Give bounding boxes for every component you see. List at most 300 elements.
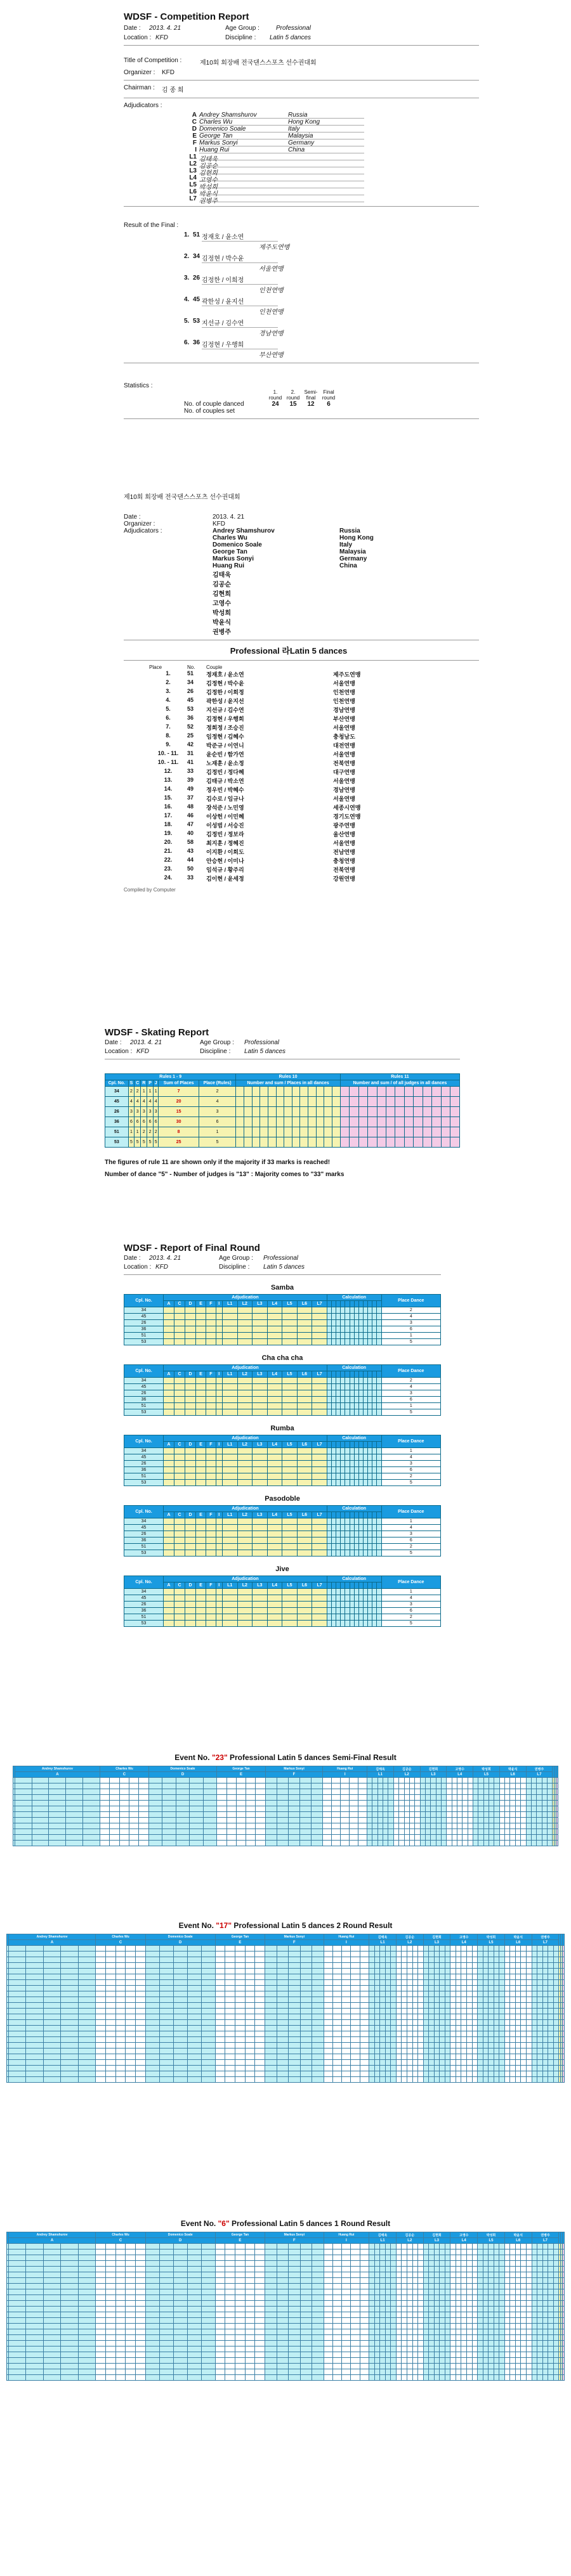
adjudicator-country: Germany [288, 139, 364, 146]
round-mark-cell [100, 1812, 110, 1818]
round-mark-cell [440, 2255, 445, 2261]
round-mark-cell [489, 2060, 494, 2066]
judge-mark [185, 1589, 196, 1595]
round-mark-cell [300, 2026, 312, 2031]
round-mark-cell [277, 1841, 288, 1846]
calc-col [377, 1301, 381, 1307]
dance-table [124, 1505, 441, 1557]
round-mark-cell [26, 1969, 43, 1974]
round-mark-cell [105, 2066, 115, 2071]
judge-mark [297, 1621, 312, 1627]
r2-organizer-value: KFD [213, 521, 225, 527]
placement-place: 10. - 11. [157, 750, 179, 756]
round-mark-cell [289, 2031, 300, 2037]
calc-cell [341, 1525, 345, 1531]
round-mark-cell [148, 1789, 162, 1795]
round-mark-cell [350, 1818, 358, 1823]
round-mark-cell [43, 2009, 60, 2014]
stats-label: Statistics : [124, 382, 153, 389]
calc-cell [327, 1320, 331, 1326]
judge-mark [222, 1314, 237, 1320]
calc-cell [372, 1448, 377, 1454]
round-mark-cell [235, 2301, 246, 2307]
calc-cell [358, 1397, 363, 1403]
skating-r11-cell [340, 1127, 349, 1137]
round-mark-cell [473, 1818, 478, 1823]
judge-mark [174, 1320, 185, 1326]
round-mark-cell [537, 1835, 542, 1841]
round-judge-code: L4 [450, 1940, 478, 1946]
judge-mark [237, 1320, 253, 1326]
round-mark-cell [510, 1823, 515, 1829]
judge-code: E [196, 1582, 206, 1589]
round-mark-cell [176, 1829, 189, 1835]
semi-title-post: Professional Latin 5 dances Semi-Final Result [227, 1753, 397, 1762]
result-line [184, 253, 454, 263]
round-mark-cell [504, 1974, 510, 1980]
placement-no: 26 [187, 688, 194, 694]
round-mark-cell [461, 2267, 467, 2272]
round-mark-cell [456, 2031, 461, 2037]
round-mark-cell [265, 1829, 277, 1835]
round-mark-cell [187, 1963, 201, 1969]
round-mark-cell [425, 1823, 430, 1829]
skating-r11-cell [368, 1137, 377, 1148]
round-mark-cell [126, 1963, 136, 1969]
round-mark-cell [478, 1991, 483, 1997]
round-mark-cell [499, 1789, 504, 1795]
dance-row [124, 1550, 441, 1557]
calc-cell [358, 1614, 363, 1621]
r2-adj-name: Domenico Soale [213, 541, 262, 548]
calc-cell [350, 1537, 354, 1544]
calc-col [372, 1582, 377, 1589]
round-mark-cell [78, 2031, 96, 2037]
judge-code: L1 [222, 1512, 237, 1518]
round-mark-cell [126, 2272, 136, 2278]
round-mark-cell [342, 2031, 351, 2037]
round-mark-cell [235, 2031, 246, 2037]
round-mark-cell [521, 2272, 527, 2278]
round-place [562, 2071, 564, 2077]
round-mark-cell [83, 1823, 100, 1829]
placement-no: 53 [187, 706, 194, 712]
round-row [7, 2009, 565, 2014]
calc-col [350, 1512, 354, 1518]
judge-mark [237, 1614, 253, 1621]
round-mark-cell [26, 2060, 43, 2066]
round-mark-cell [129, 1801, 139, 1806]
round-mark-cell [391, 1969, 397, 1974]
round-mark-cell [374, 2009, 380, 2014]
placement-place: 20. [164, 839, 173, 845]
round-mark-cell [445, 2278, 450, 2284]
calc-cell [354, 1378, 358, 1384]
judge-mark [253, 1602, 268, 1608]
round-mark-cell [342, 2284, 351, 2289]
judge-mark [267, 1614, 282, 1621]
round-mark-cell [245, 1963, 255, 1969]
round-mark-cell [385, 2077, 391, 2083]
round-mark-cell [542, 2003, 548, 2009]
placement-row [149, 874, 454, 883]
round-mark-cell [548, 2295, 554, 2301]
placement-no: 52 [187, 723, 194, 730]
round-mark-cell [537, 2054, 543, 2060]
round-mark-cell [225, 2284, 235, 2289]
round-mark-cell [499, 1957, 505, 1963]
calc-cell [354, 1326, 358, 1333]
round-mark-cell [402, 2071, 407, 2077]
round-judge-name: 고영수 [450, 1934, 478, 1940]
round-mark-cell [468, 1829, 473, 1835]
round-mark-cell [499, 2295, 505, 2301]
calc-col [350, 1442, 354, 1448]
round-mark-cell [402, 2295, 407, 2301]
calc-cell [377, 1409, 381, 1416]
round-mark-cell [466, 2031, 472, 2037]
dance-row [124, 1397, 441, 1403]
rules-10: Rules 10 [236, 1074, 341, 1080]
calc-cell [327, 1333, 331, 1339]
round-mark-cell [445, 2301, 450, 2307]
round-mark-cell [409, 1812, 414, 1818]
round-judge-name: 고영수 [447, 1766, 473, 1772]
calc-cell [336, 1403, 341, 1409]
judge-code: L4 [267, 1371, 282, 1378]
round-mark-cell [434, 1997, 440, 2003]
round-mark-cell [187, 1969, 201, 1974]
judge-mark [206, 1608, 216, 1614]
round-mark-cell [402, 2261, 407, 2267]
calc-cell [341, 1454, 345, 1461]
round-mark-cell [43, 2043, 60, 2049]
round-mark-cell [135, 2261, 145, 2267]
round-mark-cell [526, 1835, 531, 1841]
judge-code: D [185, 1442, 196, 1448]
chairman-label: Chairman : [124, 84, 155, 91]
calc-cell [354, 1467, 358, 1473]
judge-code: L3 [253, 1582, 268, 1589]
round-mark-cell [489, 1823, 494, 1829]
round-mark-cell [396, 2037, 402, 2043]
judge-mark [312, 1339, 327, 1345]
judge-mark [185, 1602, 196, 1608]
round-mark-cell [246, 1789, 256, 1795]
skating-row [105, 1117, 460, 1127]
skating-r10-cell [284, 1087, 292, 1097]
round-mark-cell [255, 1957, 265, 1963]
skating-r10-cell [332, 1127, 341, 1137]
round-mark-cell [201, 1974, 215, 1980]
round-mark-cell [139, 1835, 148, 1841]
judge-mark [282, 1378, 298, 1384]
round-mark-cell [450, 2003, 456, 2009]
round-mark-cell [110, 1806, 119, 1812]
round-mark-cell [494, 2267, 499, 2272]
round-mark-cell [351, 1946, 360, 1951]
round-mark-cell [26, 2037, 43, 2043]
round-mark-cell [342, 1991, 351, 1997]
round-mark-cell [472, 2066, 478, 2071]
round-mark-cell [441, 1789, 446, 1795]
round-mark-cell [489, 1795, 494, 1801]
round-mark-cell [289, 1974, 300, 1980]
calc-cell [363, 1550, 367, 1557]
round-mark-cell [217, 1778, 226, 1783]
placement-no: 25 [187, 732, 194, 739]
round-mark-cell [126, 2066, 136, 2071]
r2-adjudicator [213, 562, 374, 569]
round-mark-cell [15, 1795, 32, 1801]
round-mark-cell [489, 2009, 494, 2014]
round-mark-cell [504, 2244, 510, 2249]
round-mark-cell [504, 2009, 510, 2014]
round-mark-cell [277, 1812, 288, 1818]
round-mark-cell [32, 1835, 49, 1841]
round-mark-cell [402, 2066, 407, 2071]
round-mark-cell [312, 2066, 324, 2071]
r2-date-label: Date : [124, 514, 141, 521]
round-mark-cell [399, 1823, 404, 1829]
round-mark-cell [461, 2060, 467, 2066]
round-mark-cell [402, 1991, 407, 1997]
calc-cell [345, 1544, 350, 1550]
round-mark-cell [537, 2255, 543, 2261]
round-mark-cell [351, 2043, 360, 2049]
calc-cell [368, 1448, 372, 1454]
calc-col [336, 1371, 341, 1378]
round-mark-cell [472, 2054, 478, 2060]
round-mark-cell [351, 1997, 360, 2003]
skating-mark: 1 [141, 1087, 147, 1097]
judge-code: L7 [312, 1442, 327, 1448]
round-mark-cell [478, 2255, 483, 2261]
round-mark-cell [135, 1951, 145, 1957]
round-mark-cell [350, 1801, 358, 1806]
skating-r11-cell [432, 1137, 441, 1148]
round-mark-cell [515, 1946, 521, 1951]
dance-cpl: 53 [124, 1409, 164, 1416]
round-mark-cell [187, 2244, 201, 2249]
round-mark-cell [531, 1783, 536, 1789]
calc-cell [341, 1326, 345, 1333]
dance-row [124, 1544, 441, 1550]
judge-mark [164, 1384, 174, 1390]
judge-mark [196, 1589, 206, 1595]
adjudicator-code: L6 [189, 188, 197, 195]
r2-event-no: "17" [216, 1921, 232, 1930]
semi-table [13, 1766, 558, 1846]
round-place [562, 1969, 564, 1974]
round-mark-cell [26, 2278, 43, 2284]
round-mark-cell [126, 2026, 136, 2031]
skating-r10-cell [244, 1107, 252, 1117]
judge-mark [185, 1448, 196, 1454]
round-mark-cell [61, 1946, 78, 1951]
judge-mark [297, 1531, 312, 1537]
round-mark-cell [49, 1812, 66, 1818]
round-mark-cell [255, 2054, 265, 2060]
round-mark-cell [393, 1818, 398, 1823]
result-line [184, 339, 454, 349]
round-mark-cell [436, 1818, 441, 1823]
round-mark-cell [489, 1789, 494, 1795]
round-mark-cell [312, 1801, 323, 1806]
round-mark-cell [423, 2014, 429, 2020]
round-mark-cell [423, 2255, 429, 2261]
judge-code: L7 [312, 1371, 327, 1378]
skating-couple-no: 34 [105, 1087, 129, 1097]
stats-value: 24 [272, 401, 279, 408]
round-mark-cell [531, 1795, 536, 1801]
sk-meta-1 [105, 1039, 460, 1046]
round-mark-cell [445, 2255, 450, 2261]
round-mark-cell [380, 2255, 386, 2261]
skating-place: 5 [199, 1137, 236, 1148]
round-mark-cell [385, 2261, 391, 2267]
round-mark-cell [226, 1801, 236, 1806]
round-mark-cell [96, 2284, 106, 2289]
round-mark-cell [115, 2066, 126, 2071]
round-mark-cell [431, 1818, 436, 1823]
round-mark-cell [402, 2049, 407, 2054]
round-mark-cell [26, 2049, 43, 2054]
round-mark-cell [148, 1841, 162, 1846]
round-mark-cell [256, 1829, 265, 1835]
round-mark-cell [452, 1823, 457, 1829]
calc-cell [327, 1602, 331, 1608]
round-mark-cell [542, 1812, 547, 1818]
round-mark-cell [412, 1946, 418, 1951]
round-mark-cell [225, 2054, 235, 2060]
round-mark-cell [360, 1957, 369, 1963]
round-mark-cell [418, 2049, 424, 2054]
round-mark-cell [423, 2261, 429, 2267]
round-mark-cell [256, 1818, 265, 1823]
round-mark-cell [245, 2301, 255, 2307]
round-mark-cell [256, 1789, 265, 1795]
fr-date-label: Date : [124, 1255, 141, 1262]
round-mark-cell [412, 2060, 418, 2066]
round-mark-cell [277, 1818, 288, 1823]
placement-couple: 김정현 / 우행희 [206, 716, 244, 722]
round-mark-cell [404, 1789, 409, 1795]
judge-mark [267, 1621, 282, 1627]
round-mark-cell [15, 1835, 32, 1841]
round-mark-cell [385, 2060, 391, 2066]
round-mark-cell [399, 1841, 404, 1846]
round-mark-cell [425, 1806, 430, 1812]
calc-col [354, 1512, 358, 1518]
round-mark-cell [380, 2060, 386, 2066]
round-mark-cell [78, 2244, 96, 2249]
round-mark-cell [145, 1997, 159, 2003]
round-mark-cell [369, 2037, 375, 2043]
judge-code: L6 [297, 1582, 312, 1589]
judge-mark [174, 1537, 185, 1544]
round-mark-cell [225, 2071, 235, 2077]
round-mark-cell [8, 2049, 25, 2054]
round-mark-cell [367, 1841, 372, 1846]
round-mark-cell [553, 2037, 559, 2043]
stats-row [184, 408, 454, 415]
round-mark-cell [548, 2077, 554, 2083]
round-mark-cell [407, 1963, 412, 1969]
round-mark-cell [235, 2026, 246, 2031]
round-mark-cell [312, 2049, 324, 2054]
round-mark-cell [499, 2071, 505, 2077]
round-mark-cell [399, 1829, 404, 1835]
round-mark-cell [452, 1806, 457, 1812]
round-mark-cell [494, 1783, 499, 1789]
skating-r11-cell [395, 1117, 404, 1127]
skating-col-head: R [141, 1080, 147, 1087]
round-mark-cell [396, 2267, 402, 2272]
round-mark-cell [360, 2031, 369, 2037]
round-mark-cell [126, 1969, 136, 1974]
calc-cell [377, 1531, 381, 1537]
judge-mark [237, 1397, 253, 1403]
round-mark-cell [499, 1783, 504, 1789]
skating-r10-cell [252, 1127, 260, 1137]
judge-mark [164, 1397, 174, 1403]
placement-club: 인천연맹 [333, 698, 355, 704]
skating-r11-cell [432, 1097, 441, 1107]
round-mark-cell [277, 2077, 288, 2083]
round-mark-cell [440, 2071, 445, 2077]
judge-mark [174, 1384, 185, 1390]
round-mark-cell [418, 2020, 424, 2026]
round-mark-cell [342, 2026, 351, 2031]
judge-mark [196, 1621, 206, 1627]
round-mark-cell [324, 2249, 332, 2255]
round-mark-cell [412, 2031, 418, 2037]
round-mark-cell [289, 2066, 300, 2071]
round-mark-cell [542, 1801, 547, 1806]
stats-value [266, 408, 284, 415]
calc-cell [377, 1608, 381, 1614]
placement-place: 5. [166, 706, 171, 712]
round-mark-cell [265, 1951, 277, 1957]
calc-cell [368, 1480, 372, 1486]
round-mark-cell [255, 2295, 265, 2301]
round-mark-cell [429, 2037, 435, 2043]
judge-mark [206, 1537, 216, 1544]
placement-row [149, 848, 454, 857]
round-mark-cell [418, 2249, 424, 2255]
round-mark-cell [429, 2071, 435, 2077]
calc-cell [350, 1403, 354, 1409]
judge-mark [206, 1480, 216, 1486]
round-mark-cell [190, 1812, 203, 1818]
round-mark-cell [445, 1980, 450, 1986]
round-mark-cell [521, 1946, 527, 1951]
skating-r10-cell [316, 1137, 324, 1148]
round-mark-cell [201, 2020, 215, 2026]
round-mark-cell [162, 1789, 176, 1795]
round-mark-cell [289, 2060, 300, 2066]
round-mark-cell [468, 1835, 473, 1841]
judge-mark [185, 1461, 196, 1467]
calc-cell [377, 1621, 381, 1627]
calc-cell [354, 1595, 358, 1602]
dance-place: 6 [381, 1397, 440, 1403]
round-mark-cell [26, 2066, 43, 2071]
result-line [184, 318, 454, 328]
round-mark-cell [135, 2066, 145, 2071]
skating-sum: 15 [159, 1107, 199, 1117]
